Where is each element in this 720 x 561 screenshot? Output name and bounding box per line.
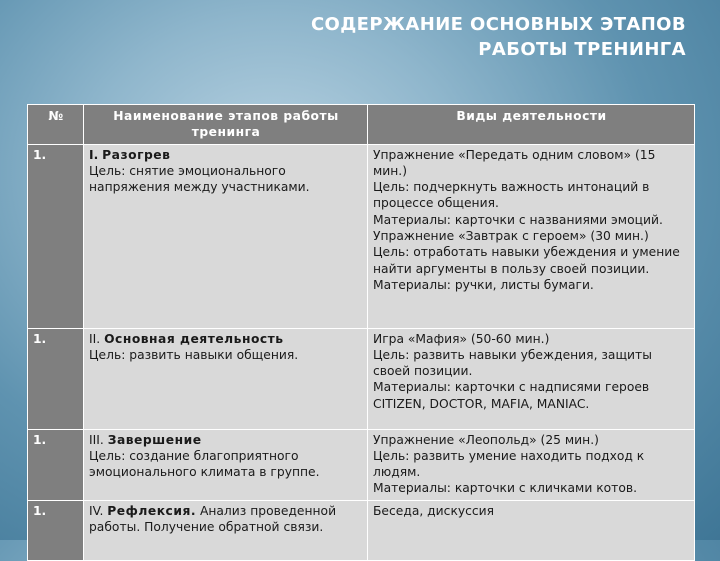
table-header [28,105,695,145]
stage-name: Разогрев [102,147,171,162]
table-row [28,144,695,328]
stage-description: Анализ проведенной работы. Получение обратной связи. [89,503,337,535]
activities-cell [368,500,695,560]
stage-goal: Цель: создание благоприятного эмоционального климата в группе. [89,448,320,480]
activities-cell [368,328,695,429]
stage-prefix: IV. [89,503,104,518]
slide-title-line-1: СОДЕРЖАНИЕ ОСНОВНЫХ ЭТАПОВ [310,14,686,35]
activity-line: Цель: развить умение находить подход к людям. [373,448,645,480]
stage-goal: Цель: развить навыки общения. [89,347,299,362]
activity-line: Беседа, дискуссия [373,503,495,518]
slide-title-line-2: РАБОТЫ ТРЕНИНГА [478,39,686,60]
row-number: 1. [28,429,84,500]
stage-cell [84,144,368,328]
table-row [28,429,695,500]
row-number: 1. [28,144,84,328]
slide-title [166,12,686,62]
row-number: 1. [28,328,84,429]
activity-line: Упражнение «Завтрак с героем» (30 мин.) [373,229,649,244]
column-header-stage: Наименование этапов работы тренинга [84,105,368,145]
table-header-row [28,105,695,145]
activities-cell [368,144,695,328]
stage-name: Завершение [107,432,202,447]
activity-line: Упражнение «Леопольд» (25 мин.) [373,432,599,447]
activity-line: Упражнение «Передать одним словом» (15 мин.) [373,147,656,178]
table-body [28,144,695,560]
table-row [28,328,695,429]
column-header-number: № [28,105,84,145]
activity-line: Игра «Мафия» (50-60 мин.) [373,331,550,346]
stage-cell [84,328,368,429]
activity-line: Цель: развить навыки убеждения, защиты своей позиции. [373,347,652,379]
stage-name: Основная деятельность [104,331,284,346]
row-number: 1. [28,500,84,560]
stage-prefix: III. [89,432,104,447]
stage-prefix: I. [89,147,99,162]
training-stages-table [27,104,695,561]
activity-line: Материалы: карточки с надписями героев CITIZEN, DOCTOR, MAFIA, MANIAC. [373,380,650,411]
activity-line: Цель: подчеркнуть важность интонаций в процессе общения. [373,180,650,211]
stage-cell [84,429,368,500]
activity-line: Материалы: ручки, листы бумаги. [373,277,594,292]
activity-line: Цель: отработать навыки убеждения и умение найти аргументы в пользу своей позиции. [373,245,680,276]
stage-name: Рефлексия. [107,503,197,518]
stage-prefix: II. [89,331,101,346]
stage-goal: Цель: снятие эмоционального напряжения между участниками. [89,163,310,195]
column-header-activities: Виды деятельности [368,105,695,145]
activity-line: Материалы: карточки с названиями эмоций. [373,212,663,227]
activity-line: Материалы: карточки с кличками котов. [373,481,638,496]
activities-cell [368,429,695,500]
stage-cell [84,500,368,560]
table-row [28,500,695,560]
